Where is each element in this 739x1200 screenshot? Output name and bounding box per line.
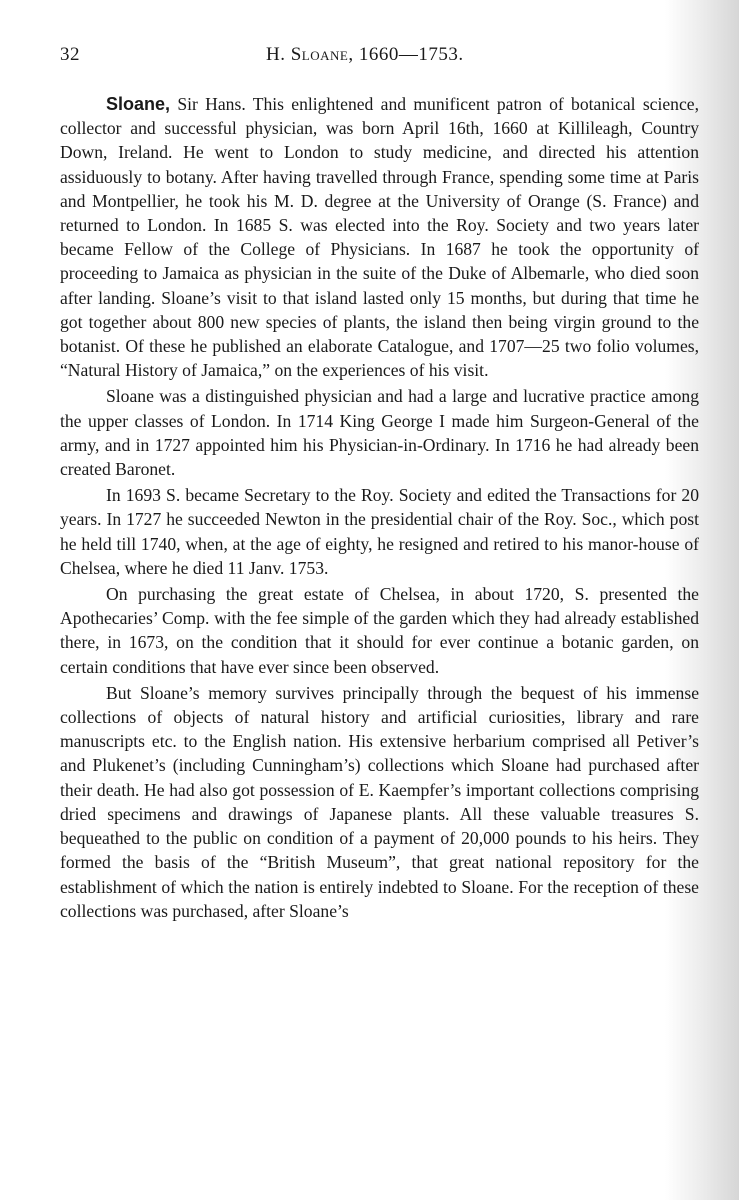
paragraph-royal-society: In 1693 S. became Secretary to the Roy. Society and edited the Transactions for 20 years. In 1727 he succeeded Newton in the presidential chair of the Roy. Soc., which post he held till 1740, when, at the age of eighty, he resigned and retired to his manor-house of Chelsea, where he died 11 Janv. 1753. (60, 485, 699, 578)
running-head: H. Sloane, 1660—1753. (266, 44, 464, 65)
entry-name: Sloane, (106, 94, 171, 114)
paragraph-practice: Sloane was a distinguished physician and had a large and lucrative practice among the upper classes of London. In 1714 King George I made him Surgeon-General of the army, and in 1727 appointed him his Physician-in-Ordinary. In 1716 he had already been created Baronet. (60, 386, 699, 480)
body-text (60, 92, 699, 923)
entry-paragraph (60, 92, 699, 382)
entry-text: Sir Hans. This enlightened and munificent patron of botanical science, collector and successful physician, was born April 16th, 1660 at Killileagh, Country Down, Ireland. He went to London to study medicine, and directed his attention assiduously to botany. After having travelled through France, spending some time at Paris and Montpellier, he took his M. D. degree at the University of Orange (S. France) and returned to London. In 1685 S. was elected into the Roy. Society and two years later became Fellow of the College of Physicians. In 1687 he took the opportunity of proceeding to Jamaica as physician in the suite of the Duke of Albemarle, who died soon after landing. Sloane’s visit to that island lasted only 15 months, but during that time he got together about 800 new species of plants, the island then being virgin ground to the botanist. Of these he published an elaborate Catalogue, and 1707—25 two folio volumes, “Natural History of Jamaica,” on the experiences of his visit. (60, 94, 699, 381)
paragraph-chelsea-garden: On purchasing the great estate of Chelsea, in about 1720, S. presented the Apothecaries’ Comp. with the fee simple of the garden which they had already established there, in 1673, on the condition that it should for ever continue a botanic garden, on certain conditions that have ever since been observed. (60, 584, 699, 677)
paragraph-bequest: But Sloane’s memory survives principally through the bequest of his immense collections of objects of natural history and artificial curiosities, library and rare manuscripts etc. to the English nation. His extensive herbarium comprised all Petiver’s and Plukenet’s (including Cunningham’s) collections which Sloane had purchased after their death. He had also got possession of E. Kaempfer’s important collections comprising dried specimens and drawings of Japanese plants. All these valuable treasures S. bequeathed to the public on condition of a payment of 20,000 pounds to his heirs. They formed the basis of the “British Museum”, that great national repository for the establishment of which the nation is entirely indebted to Sloane. For the reception of these collections was purchased, after Sloane’s (60, 682, 699, 921)
page-number: 32 (60, 44, 80, 65)
page-header (60, 44, 700, 70)
